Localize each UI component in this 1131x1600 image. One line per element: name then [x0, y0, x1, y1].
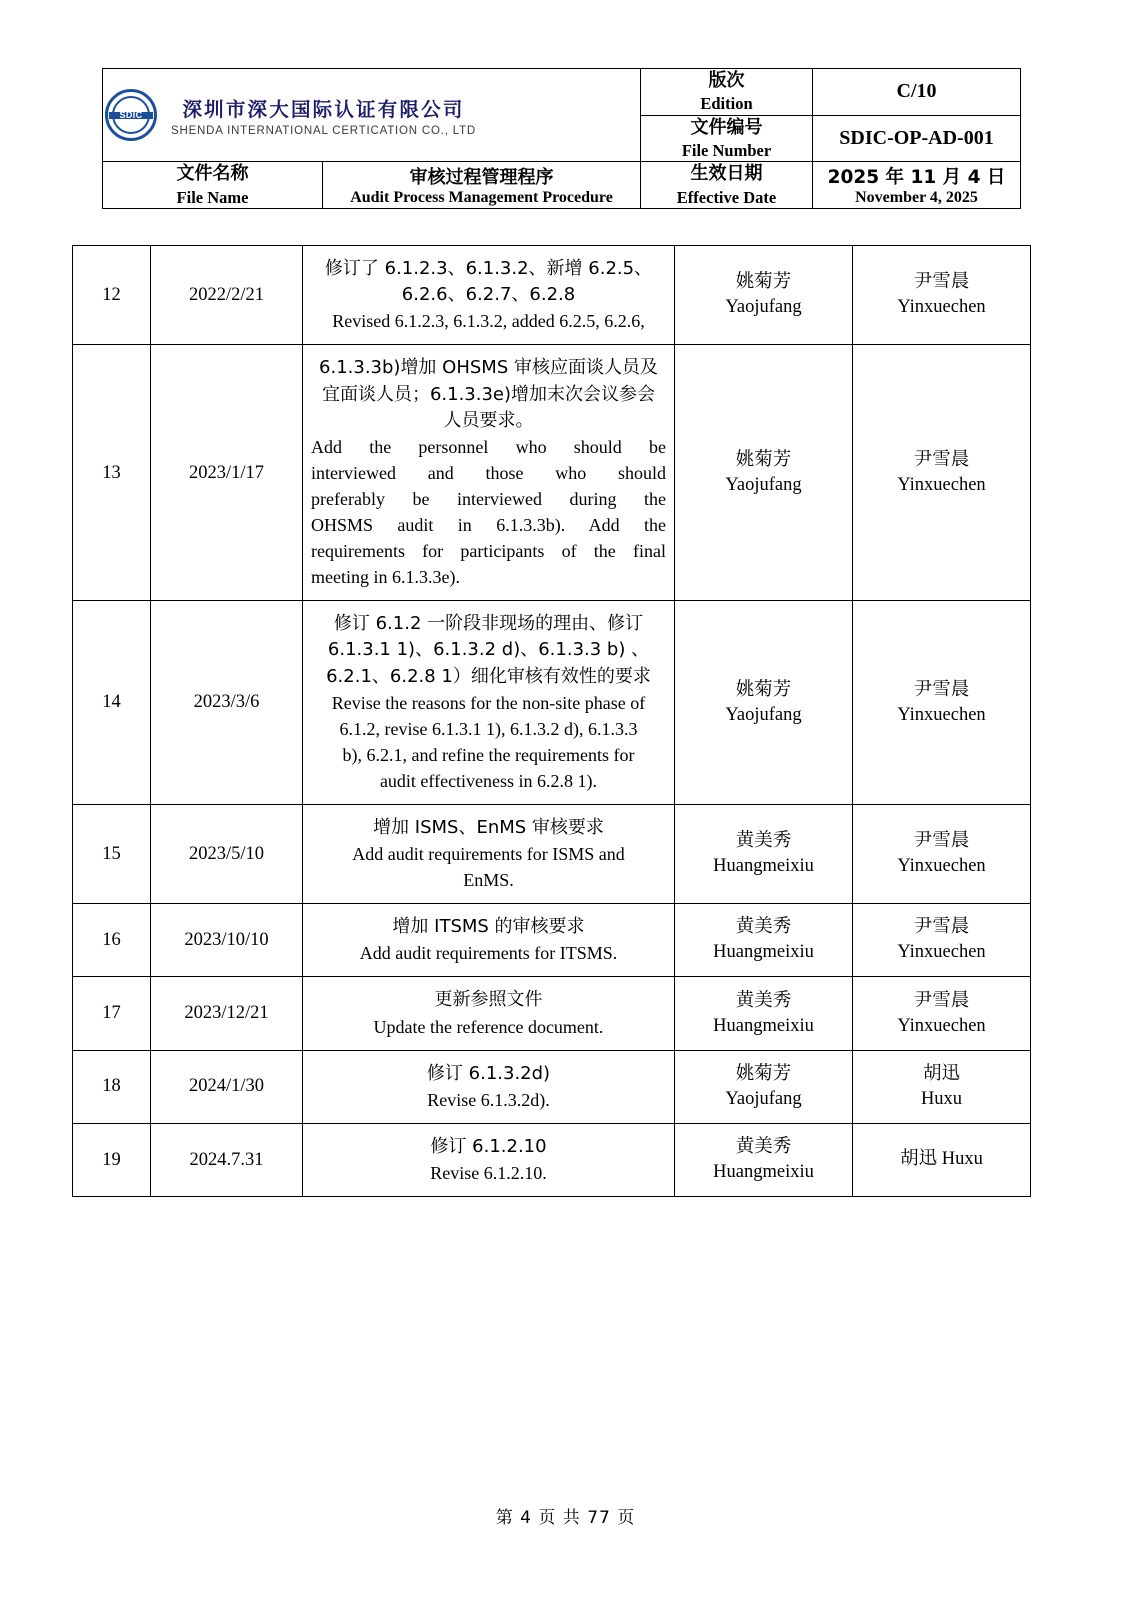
- revision-author-en: Huangmeixiu: [713, 1161, 814, 1182]
- revision-author-cn: 姚菊芳: [735, 449, 792, 471]
- edition-value-cell: [813, 69, 1021, 116]
- effective-date-value-en: November 4, 2025: [855, 189, 978, 207]
- revision-description-line-en: requirements for participants of the final: [311, 541, 666, 562]
- revision-author-cn: 黄美秀: [735, 916, 792, 938]
- revision-approver: [853, 1050, 1031, 1123]
- edition-label-cell: [641, 69, 813, 116]
- page-footer: 第 4 页 共 77 页: [495, 1508, 636, 1528]
- revision-no: 15: [73, 804, 151, 903]
- revision-author-en: Huangmeixiu: [713, 856, 814, 877]
- document-header-table: [102, 68, 1021, 209]
- revision-description-line-en: EnMS.: [463, 870, 514, 891]
- file-number-label-en: File Number: [681, 141, 772, 161]
- revision-description-line-en: Revised 6.1.2.3, 6.1.3.2, added 6.2.5, 6.2.6,: [332, 311, 645, 332]
- revision-approver-cn: 尹雪晨: [913, 271, 970, 293]
- revision-description-line-en: 6.1.2, revise 6.1.3.1 1), 6.1.3.2 d), 6.1.3.3: [339, 718, 638, 739]
- revision-approver: [853, 804, 1031, 903]
- company-name-en: SHENDA INTERNATIONAL CERTICATION CO., LTD: [171, 124, 476, 137]
- revision-approver-en: Yinxuechen: [897, 856, 986, 877]
- revision-author: [675, 904, 853, 977]
- company-logo-cell: [103, 69, 641, 162]
- revision-date: 2023/3/6: [151, 601, 303, 805]
- revision-author: [675, 804, 853, 903]
- revision-no: 12: [73, 246, 151, 345]
- revision-description-line-en: OHSMS audit in 6.1.3.3b). Add the: [311, 515, 666, 536]
- revision-approver: [853, 601, 1031, 805]
- revision-no: 16: [73, 904, 151, 977]
- table-row: [73, 1050, 1031, 1123]
- revision-description: [303, 904, 675, 977]
- revision-approver-en: Yinxuechen: [897, 942, 986, 963]
- revision-author-cn: 姚菊芳: [735, 1062, 792, 1084]
- revision-approver-cn: 胡迅: [922, 1062, 960, 1084]
- revision-no: 19: [73, 1123, 151, 1196]
- file-name-value-cn: 审核过程管理程序: [409, 167, 554, 189]
- effective-date-value-cell: [813, 162, 1021, 209]
- table-row: [73, 246, 1031, 345]
- file-number-value: SDIC-OP-AD-001: [839, 127, 994, 150]
- revision-author-en: Huangmeixiu: [713, 942, 814, 963]
- file-name-label-cell: [103, 162, 323, 209]
- revision-date: 2023/1/17: [151, 345, 303, 601]
- revision-description-line-en: Add audit requirements for ISMS and: [352, 844, 625, 865]
- revision-description-line-en: preferably be interviewed during the: [311, 488, 666, 509]
- revision-description-line-cn: 6.1.3.1 1)、6.1.3.2 d)、6.1.3.3 b) 、: [327, 639, 650, 661]
- file-number-label-cn: 文件编号: [690, 116, 763, 138]
- revision-description-line-cn: 6.2.6、6.2.7、6.2.8: [401, 284, 576, 306]
- revision-description-line-cn: 修订 6.1.2.10: [430, 1135, 547, 1157]
- revision-description: [303, 246, 675, 345]
- file-name-value-en: Audit Process Management Procedure: [350, 189, 613, 207]
- revision-description-line-en: Revise the reasons for the non-site phase of: [331, 692, 646, 713]
- edition-label-en: Edition: [700, 94, 753, 114]
- revision-approver: [853, 246, 1031, 345]
- revision-no: 14: [73, 601, 151, 805]
- revision-description: [303, 345, 675, 601]
- sdic-logo-icon: [103, 87, 159, 143]
- revision-author-en: Huangmeixiu: [713, 1015, 814, 1036]
- revision-no: 18: [73, 1050, 151, 1123]
- revision-approver-cn: 尹雪晨: [913, 830, 970, 852]
- revision-description-line-en: interviewed and those who should: [311, 462, 666, 483]
- company-name-cn: 深圳市深大国际认证有限公司: [182, 97, 465, 121]
- revision-description-line-en: Add audit requirements for ITSMS.: [359, 943, 618, 964]
- revision-approver-cn: 尹雪晨: [913, 916, 970, 938]
- table-row: [73, 977, 1031, 1050]
- revision-date: 2023/10/10: [151, 904, 303, 977]
- revision-description-line-en: Revise 6.1.3.2d).: [427, 1089, 550, 1110]
- edition-value: C/10: [896, 80, 937, 103]
- revision-no: 17: [73, 977, 151, 1050]
- revision-description: [303, 977, 675, 1050]
- revision-date: 2022/2/21: [151, 246, 303, 345]
- logo-text: SDIC: [119, 110, 143, 121]
- revision-author-cn: 姚菊芳: [735, 271, 792, 293]
- revision-author: [675, 1123, 853, 1196]
- table-row: [73, 804, 1031, 903]
- revision-approver-en: Huxu: [920, 1088, 963, 1109]
- revision-description-line-cn: 6.1.3.3b)增加 OHSMS 审核应面谈人员及: [319, 357, 658, 379]
- revision-author-en: Yaojufang: [725, 1088, 802, 1109]
- file-name-value-cell: [323, 162, 641, 209]
- header-row-edition: [103, 69, 1021, 116]
- revision-description-line-en: Update the reference document.: [373, 1016, 604, 1037]
- revision-description-line-cn: 宜面谈人员；6.1.3.3e)增加末次会议参会: [321, 383, 656, 405]
- revision-approver-en: Yinxuechen: [897, 474, 986, 495]
- file-number-label-cell: [641, 115, 813, 162]
- table-row: [73, 1123, 1031, 1196]
- revision-author: [675, 246, 853, 345]
- revision-date: 2024.7.31: [151, 1123, 303, 1196]
- revision-description-line-cn: 修订 6.1.3.2d): [426, 1062, 551, 1084]
- edition-label-cn: 版次: [708, 70, 745, 91]
- revision-author-cn: 黄美秀: [735, 830, 792, 852]
- revision-author-en: Yaojufang: [725, 474, 802, 495]
- revision-description-line-en: Revise 6.1.2.10.: [430, 1162, 547, 1183]
- revision-no: 13: [73, 345, 151, 601]
- revision-author-cn: 黄美秀: [735, 1136, 792, 1158]
- revision-description-line-en: meeting in 6.1.3.3e).: [311, 567, 460, 588]
- revision-approver-en: Yinxuechen: [897, 297, 986, 318]
- table-row: [73, 601, 1031, 805]
- revision-author-en: Yaojufang: [725, 704, 802, 725]
- revision-author: [675, 977, 853, 1050]
- revision-description: [303, 1123, 675, 1196]
- revision-description-line-en: audit effectiveness in 6.2.8 1).: [379, 770, 598, 791]
- effective-date-label-cell: [641, 162, 813, 209]
- revision-approver: [853, 904, 1031, 977]
- table-row: [73, 904, 1031, 977]
- revision-description: [303, 1050, 675, 1123]
- revision-description-line-cn: 人员要求。: [443, 409, 534, 431]
- effective-date-label-cn: 生效日期: [690, 163, 763, 185]
- revision-approver-cn: 尹雪晨: [913, 678, 970, 700]
- revision-approver-cn: 尹雪晨: [913, 989, 970, 1011]
- revision-description-line-cn: 更新参照文件: [434, 989, 543, 1011]
- header-row-file-name: [103, 162, 1021, 209]
- revision-description-line-cn: 修订 6.1.2 一阶段非现场的理由、修订: [333, 613, 644, 635]
- revision-rows: [73, 246, 1031, 1197]
- revision-history-table: [72, 245, 1031, 1197]
- revision-description-line-cn: 增加 ITSMS 的审核要求: [392, 916, 585, 938]
- table-row: [73, 345, 1031, 601]
- revision-description-line-en: Add the personnel who should be: [311, 436, 666, 457]
- revision-author: [675, 345, 853, 601]
- revision-author-cn: 姚菊芳: [735, 678, 792, 700]
- revision-approver: [853, 345, 1031, 601]
- revision-description-line-cn: 6.2.1、6.2.8 1）细化审核有效性的要求: [326, 665, 651, 687]
- revision-description: [303, 601, 675, 805]
- revision-approver-cn: 尹雪晨: [913, 449, 970, 471]
- file-name-label-en: File Name: [176, 187, 249, 207]
- revision-approver: [853, 1123, 1031, 1196]
- effective-date-value-cn: 2025 年 11 月 4 日: [827, 167, 1006, 189]
- revision-approver-inline: 胡迅 Huxu: [900, 1149, 983, 1170]
- file-name-label-cn: 文件名称: [176, 163, 249, 185]
- revision-approver: [853, 977, 1031, 1050]
- revision-author: [675, 601, 853, 805]
- revision-author-en: Yaojufang: [725, 297, 802, 318]
- file-number-value-cell: [813, 115, 1021, 162]
- revision-date: 2023/12/21: [151, 977, 303, 1050]
- revision-description-line-cn: 增加 ISMS、EnMS 审核要求: [373, 816, 604, 838]
- revision-author: [675, 1050, 853, 1123]
- revision-approver-en: Yinxuechen: [897, 704, 986, 725]
- revision-date: 2023/5/10: [151, 804, 303, 903]
- revision-description: [303, 804, 675, 903]
- revision-author-cn: 黄美秀: [735, 989, 792, 1011]
- revision-description-line-cn: 修订了 6.1.2.3、6.1.3.2、新增 6.2.5、: [324, 258, 653, 280]
- revision-description-line-en: b), 6.2.1, and refine the requirements for: [342, 744, 635, 765]
- revision-approver-en: Yinxuechen: [897, 1015, 986, 1036]
- revision-date: 2024/1/30: [151, 1050, 303, 1123]
- effective-date-label-en: Effective Date: [676, 187, 777, 207]
